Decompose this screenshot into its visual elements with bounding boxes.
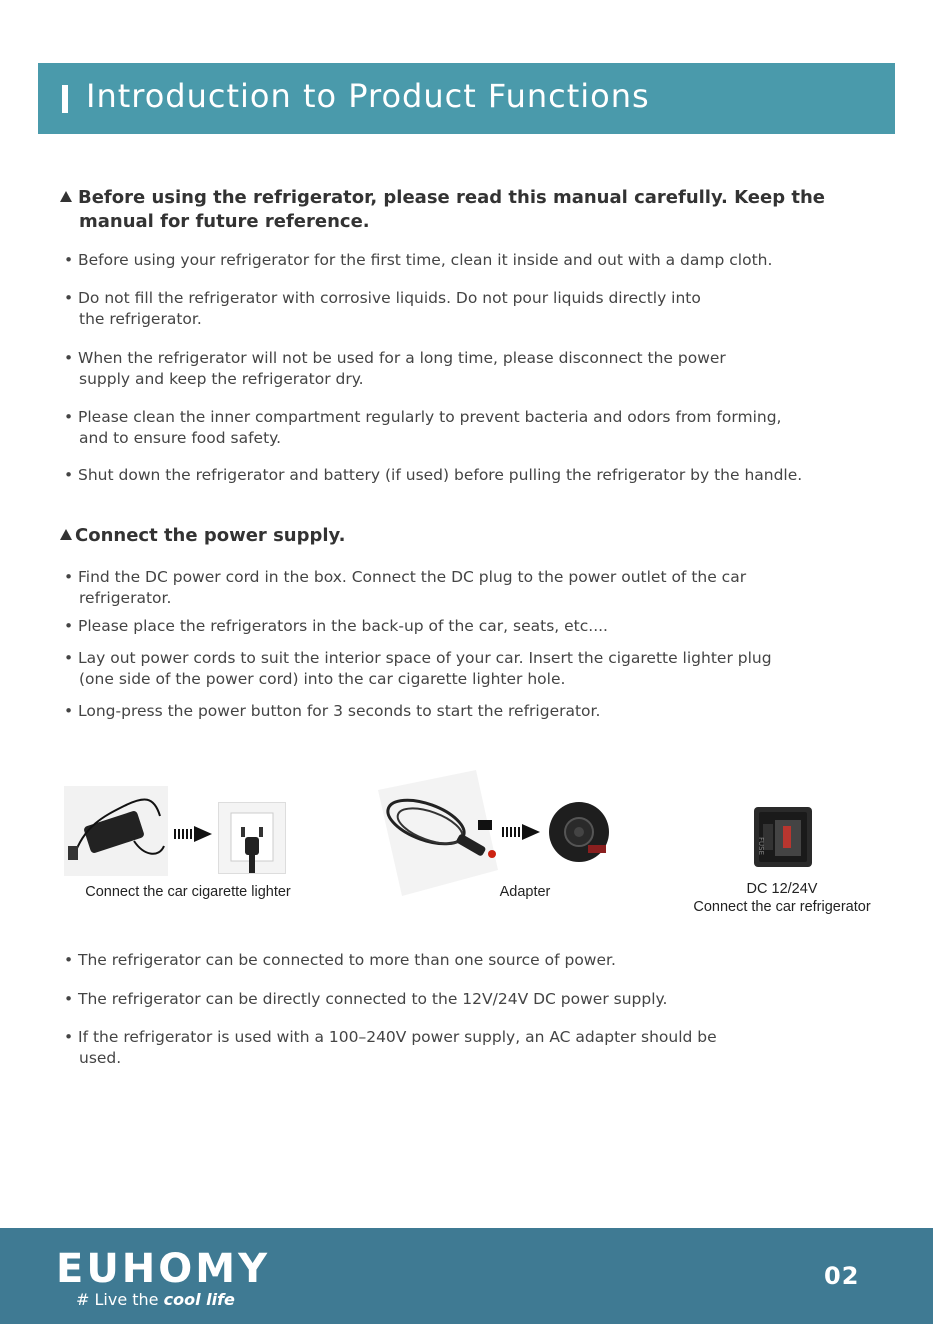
bullet-icon: • (64, 408, 74, 426)
bullet-icon: • (64, 251, 74, 269)
triangle-icon (60, 529, 72, 540)
page-title: Introduction to Product Functions (86, 77, 650, 115)
list-item: • Please clean the inner compartment regularly to prevent bacteria and odors from forming, and to ensure food safety. (64, 408, 782, 447)
list-item: • Please place the refrigerators in the back-up of the car, seats, etc.... (64, 617, 608, 635)
brand-logo: EUHOMY (56, 1246, 271, 1292)
list-item: • Shut down the refrigerator and battery (if used) before pulling the refrigerator by the handle. (64, 466, 803, 484)
list-item: • When the refrigerator will not be used for a long time, please disconnect the power supply and keep the refrigerator dry. (64, 349, 726, 388)
triangle-icon (60, 191, 72, 202)
section-title-power-supply: Connect the power supply. (60, 524, 345, 548)
list-item: • Find the DC power cord in the box. Connect the DC plug to the power outlet of the car refrigerator. (64, 568, 747, 607)
fuse-label: FUSE (757, 837, 765, 856)
arrow-right-icon (502, 822, 542, 842)
list-item: • If the refrigerator is used with a 100–240V power supply, an AC adapter should be used. (64, 1028, 717, 1067)
list-item: • Do not fill the refrigerator with corrosive liquids. Do not pour liquids directly into the refrigerator. (64, 289, 701, 328)
list-item: • Long-press the power button for 3 seconds to start the refrigerator. (64, 702, 601, 720)
list-item: • Before using your refrigerator for the first time, clean it inside and out with a damp cloth. (64, 251, 773, 269)
ac-adapter-image (64, 786, 168, 876)
bullet-icon: • (64, 617, 74, 635)
header-accent-bar (62, 85, 68, 113)
brand-tagline: # Live the cool life (76, 1290, 235, 1309)
list-item: • Lay out power cords to suit the interior space of your car. Insert the cigarette lighter plug (one side of the power cord) into the car cigarette lighter hole. (64, 649, 772, 688)
bullet-icon: • (64, 702, 74, 720)
caption-cigarette-lighter: Connect the car cigarette lighter (85, 884, 291, 900)
bullet-icon: • (64, 1028, 74, 1046)
wall-outlet-image (218, 802, 286, 874)
car-adapter-cable-image (378, 770, 498, 896)
dc-socket-image (753, 806, 813, 868)
caption-adapter: Adapter (499, 884, 551, 900)
bullet-icon: • (64, 568, 74, 586)
bullet-icon: • (64, 289, 74, 307)
page-header (38, 63, 895, 134)
list-item: • The refrigerator can be directly connected to the 12V/24V DC power supply. (64, 990, 668, 1008)
bullet-icon: • (64, 649, 74, 667)
list-item: • The refrigerator can be connected to more than one source of power. (64, 951, 616, 969)
bullet-icon: • (64, 349, 74, 367)
page-footer (0, 1228, 933, 1324)
bullet-icon: • (64, 990, 74, 1008)
arrow-right-icon (174, 824, 214, 844)
page-number: 02 (824, 1262, 860, 1290)
caption-dc-socket: DC 12/24V Connect the car refrigerator (693, 881, 871, 915)
bullet-icon: • (64, 951, 74, 969)
bullet-icon: • (64, 466, 74, 484)
section-title-read-manual: Before using the refrigerator, please read this manual carefully. Keep the manual for future reference. (60, 186, 825, 234)
cigarette-lighter-socket-image (548, 801, 610, 863)
